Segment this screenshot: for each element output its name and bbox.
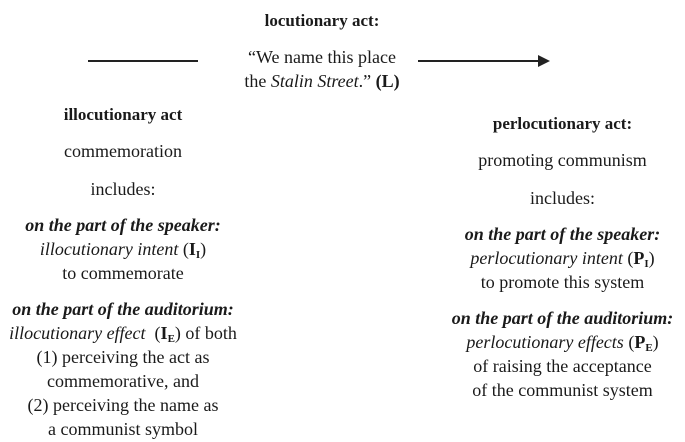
perlocutionary-effect: perlocutionary effects $(P_E)$: [466, 332, 659, 354]
perlocutionary-intent: perlocutionary intent $(P_I)$: [470, 248, 655, 270]
perlocutionary-speaker-heading: on the part of the speaker:: [464, 224, 661, 244]
perlocutionary-effect-line: of the communist system: [472, 380, 653, 400]
quote-line-2: the Stalin Street.” (L): [244, 71, 400, 91]
illocutionary-effect-line: (1) perceiving the act as: [36, 347, 210, 367]
locutionary-quote: [207, 45, 437, 93]
perlocutionary-column: [440, 113, 685, 402]
quote-line-1: “We name this place: [248, 47, 396, 67]
locution-symbol: (L): [375, 71, 400, 91]
illocutionary-speaker-heading: on the part of the speaker:: [25, 215, 221, 235]
illocutionary-effect-line: a communist symbol: [48, 419, 198, 439]
illocutionary-includes: includes:: [90, 179, 156, 199]
illocutionary-effect: illocutionary effect $(I_E)$ of both: [9, 323, 237, 345]
street-name: Stalin Street: [270, 71, 359, 91]
perlocutionary-intent-desc: to promote this system: [480, 272, 645, 292]
perlocutionary-title: perlocutionary act:: [492, 114, 633, 133]
illocutionary-effect-line: commemorative, and: [47, 371, 199, 391]
illocutionary-column: [0, 104, 246, 441]
perlocutionary-auditorium-heading: on the part of the auditorium:: [451, 308, 674, 328]
illocutionary-intent-desc: to commemorate: [62, 263, 184, 283]
connector-arrow-right-shaft: [418, 60, 540, 62]
illocutionary-intent: illocutionary intent $(I_I)$: [39, 239, 207, 261]
perlocutionary-includes: includes:: [530, 188, 595, 208]
illocutionary-auditorium-heading: on the part of the auditorium:: [12, 299, 234, 319]
connector-line-left: [88, 60, 198, 62]
arrow-right-icon: [538, 55, 550, 67]
perlocutionary-effect-line: of raising the acceptance: [473, 356, 652, 376]
perlocutionary-name: promoting communism: [478, 150, 647, 170]
locutionary-title: locutionary act:: [264, 11, 380, 30]
illocutionary-effect-line: (2) perceiving the name as: [27, 395, 219, 415]
illocutionary-title: illocutionary act: [63, 105, 183, 124]
illocutionary-name: commemoration: [64, 141, 182, 161]
